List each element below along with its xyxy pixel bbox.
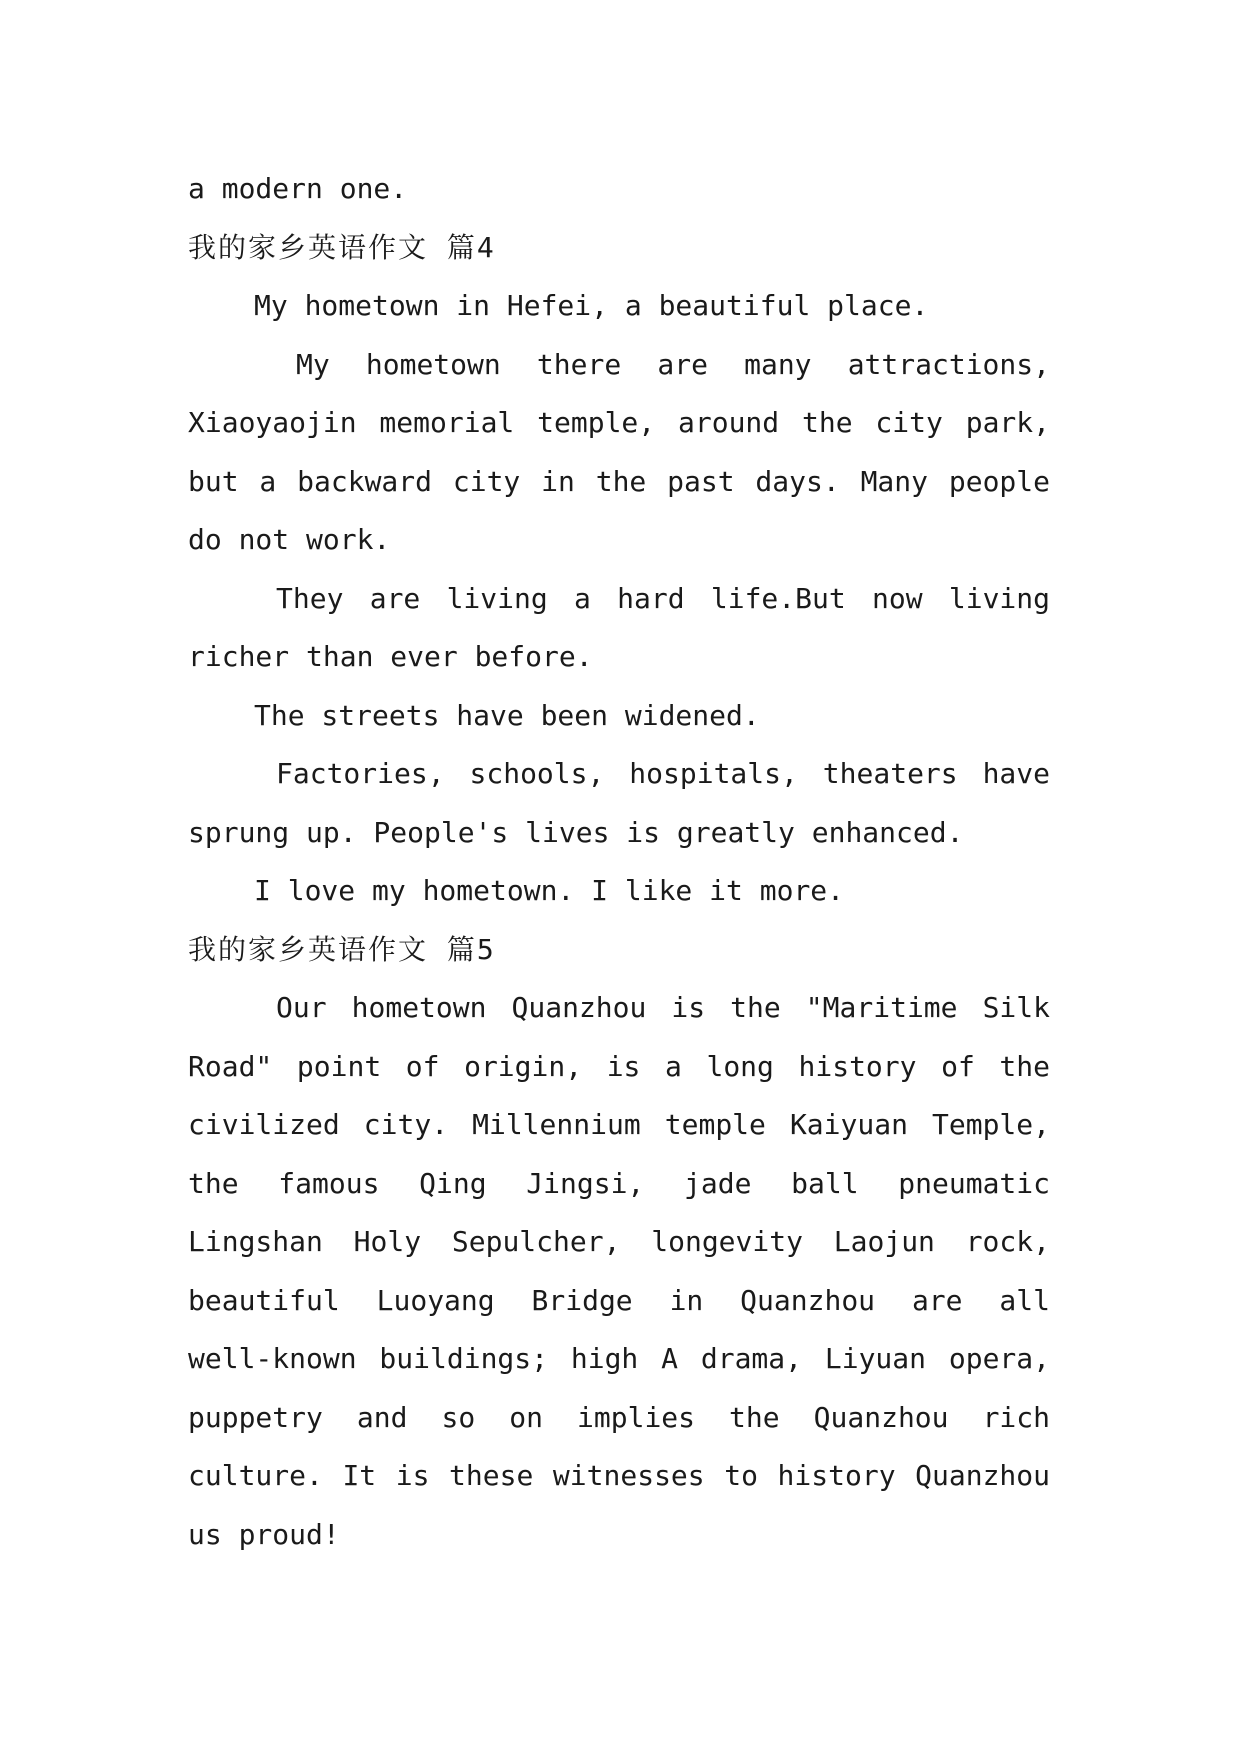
paragraph-line: civilized city. Millennium temple Kaiyuan Temple, (188, 1108, 1050, 1141)
paragraph-line: Factories, schools, hospitals, theaters have (276, 757, 1050, 790)
paragraph-line: Lingshan Holy Sepulcher, longevity Laojun rock, (188, 1225, 1050, 1258)
paragraph-line: richer than ever before. (188, 640, 593, 673)
paragraph-line: sprung up. People's lives is greatly enhanced. (188, 815, 964, 849)
paragraph-line: us proud! (188, 1517, 340, 1551)
paragraph-line: Our hometown Quanzhou is the "Maritime Silk (276, 991, 1050, 1024)
paragraph-line: I love my hometown. I like it more. (254, 874, 845, 907)
paragraph-line: puppetry and so on implies the Quanzhou rich (188, 1400, 1050, 1434)
paragraph-line: Road" point of origin, is a long history of the (188, 1049, 1050, 1083)
paragraph-line: the famous Qing Jingsi, jade ball pneumatic (188, 1166, 1050, 1200)
paragraph-line: Xiaoyaojin memorial temple, around the city park, (188, 406, 1050, 439)
paragraph-line: My hometown there are many attractions, (296, 347, 1050, 381)
section-heading-4: 我的家乡英语作文 篇4 (188, 230, 496, 264)
document-body (188, 160, 1050, 1564)
paragraph-line: do not work. (188, 523, 391, 556)
paragraph-line: My hometown in Hefei, a beautiful place. (254, 289, 929, 322)
paragraph-line: beautiful Luoyang Bridge in Quanzhou are all (188, 1283, 1050, 1317)
section-heading-5: 我的家乡英语作文 篇5 (188, 932, 496, 966)
paragraph-line: but a backward city in the past days. Many people (188, 464, 1050, 498)
paragraph-line: well-known buildings; high A drama, Liyuan opera, (188, 1342, 1050, 1375)
paragraph-line: culture. It is these witnesses to history Quanzhou (188, 1459, 1050, 1492)
paragraph-line: They are living a hard life.But now living (276, 581, 1050, 615)
paragraph-line: The streets have been widened. (254, 698, 760, 732)
paragraph-line: a modern one. (188, 172, 408, 205)
